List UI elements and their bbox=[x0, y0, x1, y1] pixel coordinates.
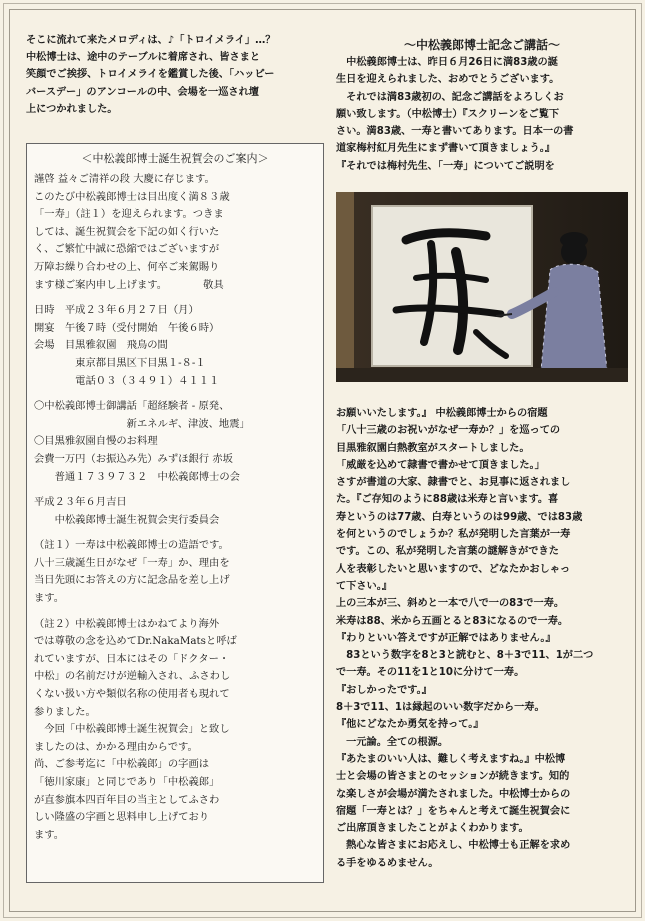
notice-body bbox=[34, 171, 318, 844]
notice-greeting: 謹啓 益々ご清祥の段 大慶に存じます。 このたび中松義郎博士は目出度く満８３歳 「一寿」（註１）を迎えられます。つきま しては、誕生祝賀会を下記の如く行いた く、ご繁忙中誠に恐縮ではございますが 万障お繰り合わせの上、何卒ご来駕賜り ます様ご案内申し上げます。 敬具 bbox=[34, 173, 230, 291]
calligraphy-photo-icon bbox=[336, 192, 628, 382]
speech-bottom-text: お願いいたします。』 中松義郎博士からの宿題 「八十三歳のお祝いがなぜ一寿か？」を巡っての 目黒雅叙園白熱教室がスタートしました。 「威厳を込めて隷書で書かせて頂きました。」 さすが書道の大家、隷書でと、お見事に返されまし た。『ご存知のように88歳は米寿と言います。喜 寿というのは77歳、白寿というのは99歳、では83歳 を何というのでしょうか？私が発明した言葉が一寿 です。この、私が発明した言葉の謎解きができた 人を表彰したいと思いますので、どなたかおしゃっ て下さい。』 上の三本が三、斜めと一本で八で一の83で一寿。 米寿は88、米から五画とると83になるので一寿。 『わりといい答えですが正解ではありません。』 83という数字を8と3と読むと、8＋3で11、1が二つ で一寿。その11を1と10に分けて一寿。 『おしかったです。』 8＋3で11、1は縁起のいい数字だから一寿。 『他にどなたか勇気を持って。』 一元論。全ての根源。 『あたまのいい人は、難しく考えますね。』中松博 士と会場の皆さまとのセッションが続きます。知的 な楽しさが会場が満たされました。中松博士からの 宿題「一寿とは？」をちゃんと考えて誕生祝賀会に ご出席頂きましたことがよくわかります。 熱心な皆さまにお応えし、中松博士も正解を求め る手をゆるめません。 bbox=[336, 408, 594, 869]
notice-note2: （註２）中松義郎博士はかねてより海外 では尊敬の念を込めてDr.NakaMatsと呼ば れていますが、日本にはその「ドクター・ 中松」の名前だけが逆輸入され、ふさわし くない扱い方や類似名称の使用者も現れて 参りました。 今回「中松義郎博士誕生祝賀会」と致し ましたのは、かかる理由からです。 尚、ご参考迄に「中松義郎」の字画は 「徳川家康」と同じであり「中松義郎」 が直参旗本四百年目の当主としてふさわ しい隆盛の字画と思料申し上げており ます。 bbox=[34, 617, 237, 841]
notice-committee: 中松義郎博士誕生祝賀会実行委員会 bbox=[34, 513, 220, 526]
speech-top-text: 中松義郎博士は、昨日６月26日に満83歳の誕 生日を迎えられました、おめでとうございます。 それでは満83歳初の、記念ご講話をよろしくお 願い致します。（中松博士）『スクリーンをご覧下 さい。満83歳、一寿と書いてあります。日本一の書 道家梅村紅月先生にまず書いて頂きましょう。』 『それでは梅村先生、「一寿」についてご説明を bbox=[336, 57, 574, 172]
notice-note1: （註１）一寿は中松義郎博士の造語です。 八十三歳誕生日がなぜ「一寿」か、理由を 当日先頭にお答えの方に記念品を差し上げ ます。 bbox=[34, 539, 230, 605]
notice-details: 日時 平成２３年６月２７日（月） 開宴 午後７時（受付開始 午後６時） 会場 目黒雅叙園 飛鳥の間 東京都目黒区下目黒１-８-１ 電話０３（３４９１）４１１１ bbox=[34, 304, 220, 387]
invitation-notice-box bbox=[26, 143, 324, 883]
notice-date: 平成２３年６月吉日 bbox=[34, 496, 127, 509]
notice-lecture: 〇中松義郎博士御講話「超経験者 - 原発、 新エネルギ、津波、地震」 〇目黒雅叙園自慢のお料理 bbox=[34, 400, 250, 448]
speech-title: ～中松義郎博士記念ご講話～ bbox=[403, 38, 560, 52]
speech-bottom bbox=[336, 405, 628, 872]
intro-paragraph: そこに流れて来たメロディは、♪「トロイメライ」…？ 中松博士は、途中のテーブルに着席され、皆さまと 笑顔でご挨拶、トロイメライを鑑賞した後、「ハッピー バースデー」のアンコールの中、会場を一巡され壇 上につかれました。 bbox=[26, 35, 276, 115]
notice-fee: 会費一万円（お振込み先）みずほ銀行 赤坂 普通１７３９７３２ 中松義郎博士の会 bbox=[34, 452, 240, 483]
calligraphy-photo bbox=[336, 192, 628, 382]
left-column bbox=[26, 32, 322, 118]
notice-title: ＜中松義郎博士誕生祝賀会のご案内＞ bbox=[81, 152, 269, 165]
speech-top bbox=[336, 37, 628, 175]
